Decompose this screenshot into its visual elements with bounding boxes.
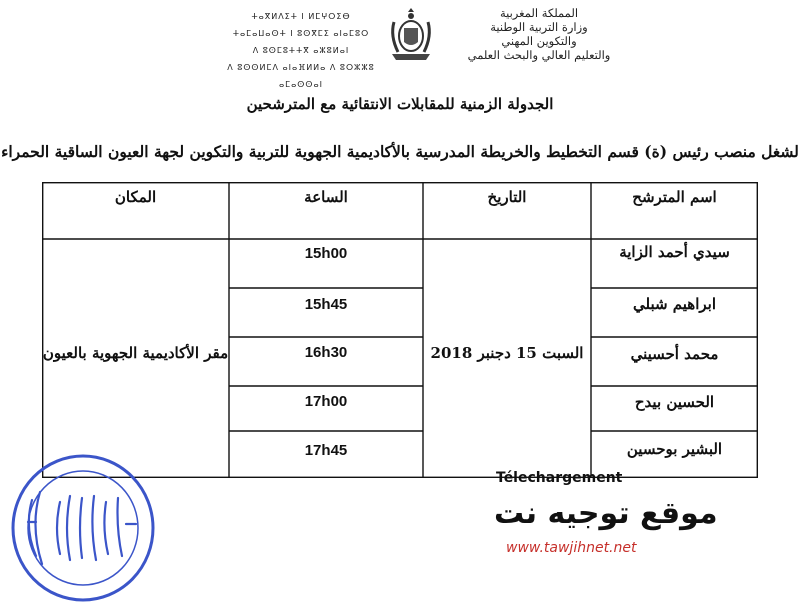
- header-line: ⵜⴰⴳⵍⴷⵉⵜ ⵏ ⵍⵎⵖⵔⵉⴱ: [251, 12, 351, 21]
- document-subtitle: لشغل منصب رئيس (ة) قسم التخطيط والخريطة المدرسية بالأكاديمية الجهوية للتربية والتكوين لجهة العيون الساقية الحمراء: [1, 142, 799, 161]
- interview-date: السبت 15 دجنبر 2018: [430, 344, 584, 362]
- column-header-date: التاريخ: [487, 188, 527, 206]
- column-header-place: المكان: [114, 188, 157, 206]
- moroccan-coat-of-arms-emblem: [388, 6, 434, 62]
- interview-time: 16h30: [304, 344, 348, 361]
- official-stamp-seal: [8, 452, 158, 604]
- header-line: والتعليم العالي والبحث العلمي: [467, 48, 611, 62]
- ministry-tifinagh-header: [226, 8, 376, 93]
- site-url-link[interactable]: www.tawjihnet.net: [506, 540, 637, 556]
- column-header-time: الساعة: [304, 188, 348, 206]
- candidate-name: محمد أحسيني: [630, 345, 719, 363]
- column-header-name: اسم المترشح: [632, 188, 717, 206]
- ministry-arabic-header: [454, 6, 624, 62]
- document-title: الجدولة الزمنية للمقابلات الانتقائية مع المترشحين: [246, 95, 554, 113]
- header-line: ⴷ ⵓⵙⵙⵍⵎⴷ ⴰⵏⴰⴼⵍⵍⴰ ⴷ ⵓⵔⵣⵣⵓ ⴰⵎⴰⵙⵙⴰⵏ: [227, 63, 375, 89]
- interview-time: 15h00: [304, 245, 348, 262]
- candidate-name: ابراهيم شبلي: [633, 295, 716, 313]
- header-line: المملكة المغربية: [499, 6, 579, 20]
- schedule-table-grid: [42, 182, 758, 478]
- header-line: وزارة التربية الوطنية: [490, 20, 588, 34]
- site-name-watermark: موقع توجيه نت: [494, 496, 718, 531]
- download-watermark: Télechargement: [496, 470, 623, 486]
- candidate-name: البشير بوحسين: [626, 440, 723, 458]
- interview-time: 17h00: [304, 393, 348, 410]
- candidate-name: سيدي أحمد الزاية: [619, 243, 730, 261]
- header-line: ⴷ ⵓⵙⵎⵓⵜⵜⴳ ⴰⵣⵓⵍⴰⵏ: [252, 46, 350, 55]
- candidate-name: الحسين بيدح: [634, 393, 715, 411]
- header-line: ⵜⴰⵎⴰⵡⴰⵙⵜ ⵏ ⵓⵙⴳⵎⵉ ⴰⵏⴰⵎⵓⵔ: [232, 29, 370, 38]
- interview-time: 15h45: [304, 296, 348, 313]
- header-line: والتكوين المهني: [501, 34, 577, 48]
- interview-place: مقر الأكاديمية الجهوية بالعيون: [42, 344, 229, 362]
- interview-time: 17h45: [304, 442, 348, 459]
